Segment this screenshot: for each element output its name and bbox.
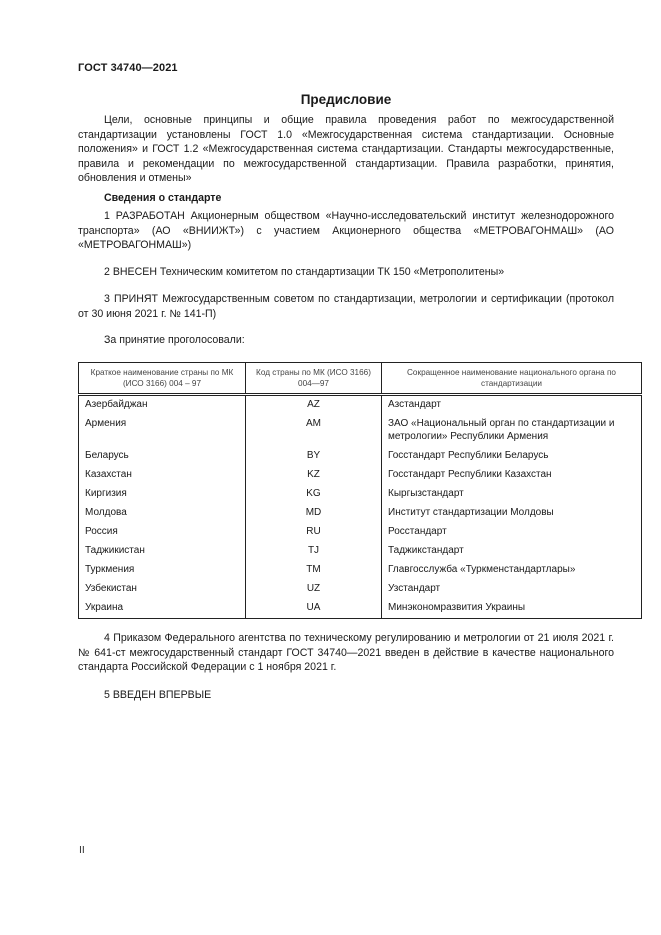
table-row <box>79 415 642 447</box>
country-name: Туркмения <box>79 561 246 580</box>
standards-body: Кыргызстандарт <box>382 485 642 504</box>
table-row <box>79 447 642 466</box>
table-row <box>79 485 642 504</box>
table-header-row <box>79 363 642 395</box>
country-name: Узбекистан <box>79 580 246 599</box>
country-code: TJ <box>246 542 382 561</box>
standards-body: Азстандарт <box>382 395 642 416</box>
table-row <box>79 466 642 485</box>
page-title: Предисловие <box>300 92 392 107</box>
standards-body: Таджикстандарт <box>382 542 642 561</box>
country-code: RU <box>246 523 382 542</box>
header-standards-body: Сокращенное наименование национального органа по стандартизации <box>382 363 642 395</box>
country-name: Киргизия <box>79 485 246 504</box>
standards-body: Госстандарт Республики Казахстан <box>382 466 642 485</box>
country-name: Беларусь <box>79 447 246 466</box>
item-enacted: 4 Приказом Федерального агентства по техническому регулированию и метрологии от 21 июля 2021 г. № 641-ст межгосударственный стандарт ГОСТ 34740—2021 введен в действие в качестве национального стандарта Российской Федерации с 1 ноября 2021 г. <box>78 632 614 673</box>
table-row <box>79 542 642 561</box>
country-code: AM <box>246 415 382 447</box>
table-row <box>79 580 642 599</box>
header-country-code: Код страны по МК (ИСО 3166) 004—97 <box>246 363 382 395</box>
standards-body: Узстандарт <box>382 580 642 599</box>
info-heading: Сведения о стандарте <box>104 192 222 204</box>
table-row <box>79 395 642 416</box>
standards-body: Минэкономразвития Украины <box>382 599 642 619</box>
country-name: Украина <box>79 599 246 619</box>
voted-label: За принятие проголосовали: <box>104 334 245 346</box>
country-code: UA <box>246 599 382 619</box>
table-row <box>79 561 642 580</box>
standards-body: Росстандарт <box>382 523 642 542</box>
country-code: KG <box>246 485 382 504</box>
item-submitted: 2 ВНЕСЕН Техническим комитетом по стандартизации ТК 150 «Метрополитены» <box>104 266 505 278</box>
item-developed: 1 РАЗРАБОТАН Акционерным обществом «Научно-исследовательский институт железнодорожного транспорта» (АО «ВНИИЖТ») с участием Акционерного общества «МЕТРОВАГОНМАШ» (АО «МЕТРОВАГОНМАШ») <box>78 210 614 251</box>
voting-countries-table <box>78 362 614 619</box>
country-code: TM <box>246 561 382 580</box>
country-name: Азербайджан <box>79 395 246 416</box>
standards-body: ЗАО «Национальный орган по стандартизации и метрологии» Республики Армения <box>382 415 642 447</box>
table-row <box>79 523 642 542</box>
country-name: Таджикистан <box>79 542 246 561</box>
intro-paragraph: Цели, основные принципы и общие правила проведения работ по межгосударственной стандартизации установлены ГОСТ 1.0 «Межгосударственная система стандартизации. Основные положения» и ГОСТ 1.2 «Межгосударственная система стандартизации. Стандарты межгосударственные, правила и рекомендации по межгосударственной стандартизации. Правила разработки, принятия, обновления и отмены» <box>78 114 614 184</box>
country-code: UZ <box>246 580 382 599</box>
standards-body: Институт стандартизации Молдовы <box>382 504 642 523</box>
country-code: AZ <box>246 395 382 416</box>
standards-body: Госстандарт Республики Беларусь <box>382 447 642 466</box>
item-introduced: 5 ВВЕДЕН ВПЕРВЫЕ <box>104 689 212 701</box>
country-name: Казахстан <box>79 466 246 485</box>
country-code: BY <box>246 447 382 466</box>
table-row <box>79 504 642 523</box>
table-row <box>79 599 642 619</box>
standards-body: Главгосслужба «Туркменстандартлары» <box>382 561 642 580</box>
page-number: II <box>79 844 85 856</box>
country-code: MD <box>246 504 382 523</box>
header-country-name: Краткое наименование страны по МК (ИСО 3166) 004 – 97 <box>79 363 246 395</box>
country-name: Россия <box>79 523 246 542</box>
country-code: KZ <box>246 466 382 485</box>
item-adopted: 3 ПРИНЯТ Межгосударственным советом по стандартизации, метрологии и сертификации (протокол от 30 июня 2021 г. № 141-П) <box>78 293 614 320</box>
country-name: Молдова <box>79 504 246 523</box>
document-id-header: ГОСТ 34740—2021 <box>78 62 178 74</box>
country-name: Армения <box>79 415 246 447</box>
